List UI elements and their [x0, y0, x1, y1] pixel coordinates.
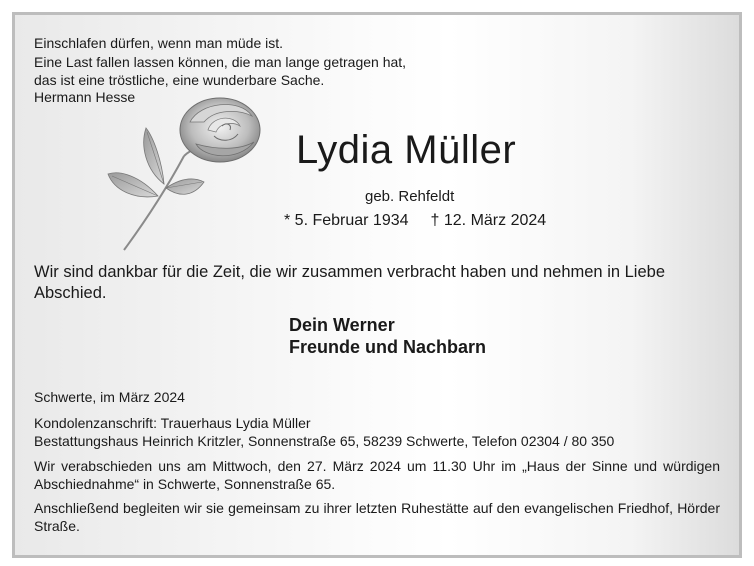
- birth-date: * 5. Februar 1934: [284, 212, 409, 229]
- signer: Dein Werner: [289, 315, 395, 335]
- deceased-name: Lydia Müller: [296, 128, 517, 172]
- quote-line: Eine Last fallen lassen können, die man lange getragen hat,: [34, 53, 407, 70]
- death-date: † 12. März 2024: [430, 212, 547, 229]
- farewell-text: Wir verabschieden uns am Mittwoch, den 27. März 2024 um 11.30 Uhr im „Haus der Sinne und würdigen Abschiednahme“ in Schwerte, Sonnenstraße 65.: [34, 458, 720, 492]
- quote-line: Einschlafen dürfen, wenn man müde ist.: [34, 35, 284, 51]
- hesse-quote: [34, 34, 406, 90]
- quote-line: das ist eine tröstliche, eine wunderbare Sache.: [34, 72, 325, 88]
- maiden-name: geb. Rehfeldt: [365, 188, 455, 205]
- place-date: Schwerte, im März 2024: [34, 389, 185, 405]
- signers: [289, 314, 486, 358]
- condolence-line: Kondolenzanschrift: Trauerhaus Lydia Müller: [34, 415, 311, 431]
- rose-icon: [100, 92, 270, 257]
- quote-author: Hermann Hesse: [34, 89, 136, 105]
- condolence-line: Bestattungshaus Heinrich Kritzler, Sonnenstraße 65, 58239 Schwerte, Telefon 02304 / 80 350: [34, 433, 615, 449]
- thanks-text: Wir sind dankbar für die Zeit, die wir zusammen verbracht haben und nehmen in Liebe Abschied.: [34, 263, 665, 302]
- burial-text: Anschließend begleiten wir sie gemeinsam zu ihrer letzten Ruhestätte auf den evangelischen Friedhof, Hörder Straße.: [34, 500, 720, 534]
- condolence-address: [34, 414, 614, 450]
- life-dates: [284, 212, 546, 230]
- signer: Freunde und Nachbarn: [289, 337, 487, 357]
